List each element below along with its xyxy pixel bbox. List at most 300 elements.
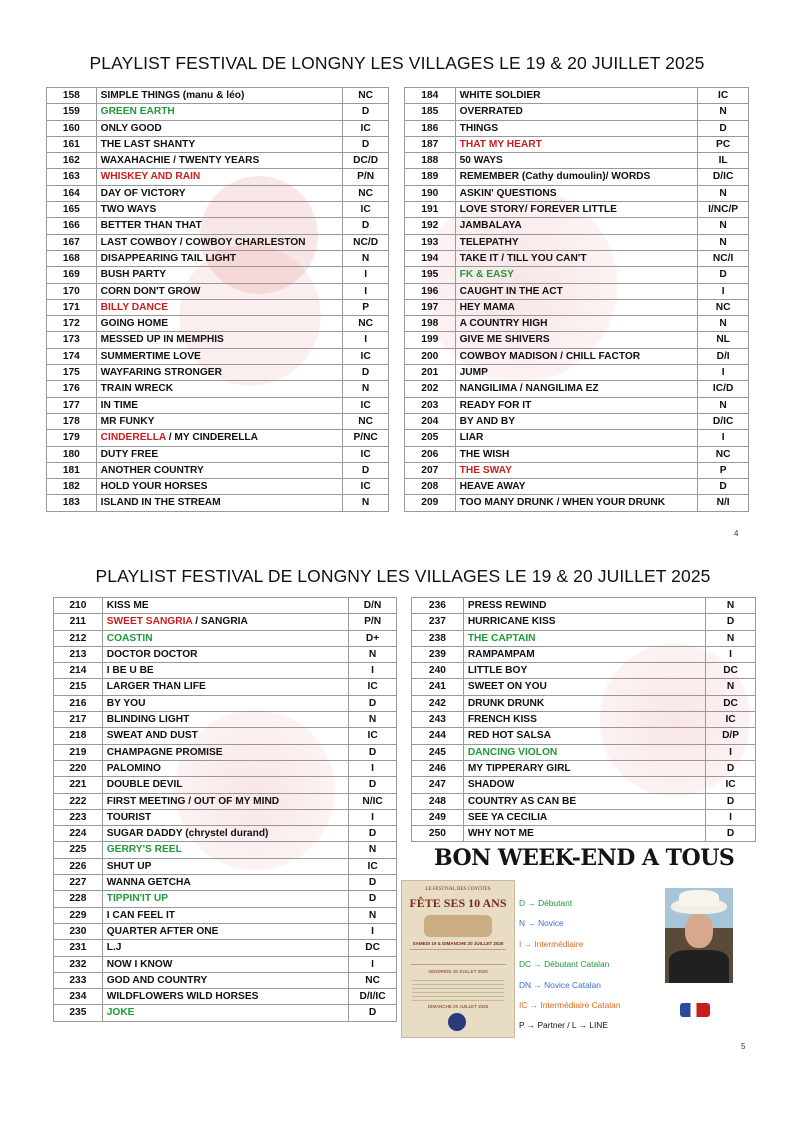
level-code: D xyxy=(343,136,389,152)
level-code: N xyxy=(698,397,749,413)
dance-title xyxy=(102,989,348,1005)
level-code: NC xyxy=(698,299,749,315)
dance-title-part: DOCTOR DOCTOR xyxy=(106,648,198,660)
dance-title-part: WHISKEY AND RAIN xyxy=(100,171,201,183)
flag-logo-icon xyxy=(680,1003,710,1017)
row-number: 231 xyxy=(54,940,103,956)
dance-title xyxy=(455,365,698,381)
level-code: D xyxy=(349,826,397,842)
dance-title-part: SHUT UP xyxy=(106,860,152,872)
dance-title xyxy=(96,185,343,201)
dance-title xyxy=(455,267,698,283)
dance-title-part: NOW I KNOW xyxy=(106,958,173,970)
dance-title-part: FRENCH KISS xyxy=(467,714,537,726)
table-row xyxy=(405,462,749,478)
dance-title xyxy=(102,777,348,793)
dance-title-part: TOO MANY DRUNK / WHEN YOUR DRUNK xyxy=(459,497,666,509)
table-row xyxy=(47,462,389,478)
dance-title xyxy=(463,614,705,630)
level-code: DC xyxy=(706,663,756,679)
level-code: IC xyxy=(343,446,389,462)
table-row xyxy=(405,153,749,169)
dance-title xyxy=(102,940,348,956)
level-code: I xyxy=(706,744,756,760)
table-row xyxy=(405,218,749,234)
level-code: I/NC/P xyxy=(698,202,749,218)
dance-title xyxy=(102,614,348,630)
level-code: D/IC xyxy=(698,169,749,185)
row-number: 249 xyxy=(412,809,464,825)
dance-title xyxy=(455,495,698,511)
table-row xyxy=(54,760,397,776)
row-number: 166 xyxy=(47,218,97,234)
dance-title xyxy=(102,809,348,825)
table-row xyxy=(47,365,389,381)
table-row xyxy=(47,430,389,446)
level-code: NC xyxy=(343,316,389,332)
dance-title xyxy=(102,679,348,695)
table-row xyxy=(412,712,756,728)
dance-title xyxy=(463,663,705,679)
dance-title xyxy=(455,462,698,478)
row-number: 213 xyxy=(54,646,103,662)
table-row xyxy=(405,267,749,283)
level-code: IC xyxy=(706,712,756,728)
dance-title-part: LIAR xyxy=(459,432,484,444)
level-code: P/N xyxy=(349,614,397,630)
row-number: 233 xyxy=(54,972,103,988)
level-code: DC xyxy=(349,940,397,956)
dance-title-part: TOURIST xyxy=(106,811,152,823)
table-row xyxy=(47,169,389,185)
legend-item-dn: DN → Novice Catalan xyxy=(519,979,601,990)
dance-title-part: DISAPPEARING TAIL LIGHT xyxy=(100,252,237,264)
table-row xyxy=(54,891,397,907)
page-title-2: PLAYLIST FESTIVAL DE LONGNY LES VILLAGES LE 19 & 20 JUILLET 2025 xyxy=(95,566,711,586)
dance-title-part: / MY CINDERELLA xyxy=(165,432,258,444)
level-code: P xyxy=(698,462,749,478)
table-row xyxy=(405,299,749,315)
table-row xyxy=(47,234,389,250)
level-code: IC xyxy=(349,858,397,874)
table-row xyxy=(54,679,397,695)
table-row xyxy=(54,1005,397,1021)
row-number: 232 xyxy=(54,956,103,972)
level-code: NC xyxy=(343,88,389,104)
dance-title-part: COUNTRY AS CAN BE xyxy=(467,795,577,807)
dance-title xyxy=(96,104,343,120)
table-row xyxy=(47,332,389,348)
dance-title xyxy=(102,630,348,646)
dance-title xyxy=(96,446,343,462)
level-code: N xyxy=(349,712,397,728)
row-number: 247 xyxy=(412,777,464,793)
level-code: PC xyxy=(698,136,749,152)
dance-title xyxy=(96,267,343,283)
level-code: IC xyxy=(349,728,397,744)
row-number: 197 xyxy=(405,299,456,315)
dance-title-part: GOD AND COUNTRY xyxy=(106,974,208,986)
row-number: 234 xyxy=(54,989,103,1005)
dance-title xyxy=(96,316,343,332)
row-number: 235 xyxy=(54,1005,103,1021)
level-code: N xyxy=(698,218,749,234)
dance-title-part: MR FUNKY xyxy=(100,415,155,427)
level-code: NL xyxy=(698,332,749,348)
row-number: 189 xyxy=(405,169,456,185)
row-number: 195 xyxy=(405,267,456,283)
row-number: 180 xyxy=(47,446,97,462)
row-number: 210 xyxy=(54,598,103,614)
row-number: 229 xyxy=(54,907,103,923)
table-row xyxy=(405,316,749,332)
dance-title xyxy=(455,381,698,397)
dance-title-part: BLINDING LIGHT xyxy=(106,714,190,726)
level-code: D xyxy=(706,793,756,809)
dance-title xyxy=(102,891,348,907)
dance-title-part: 50 WAYS xyxy=(459,155,503,167)
dance-title xyxy=(102,598,348,614)
dance-title-part: / SANGRIA xyxy=(192,616,248,628)
dance-title-part: DANCING VIOLON xyxy=(467,746,558,758)
level-code: IC xyxy=(343,479,389,495)
dance-title-part: CORN DON'T GROW xyxy=(100,285,201,297)
table-row xyxy=(405,169,749,185)
dance-title-part: LAST COWBOY / COWBOY CHARLESTON xyxy=(100,236,306,248)
dance-title-part: ONLY GOOD xyxy=(100,122,162,134)
table-row xyxy=(47,381,389,397)
dance-title xyxy=(463,777,705,793)
level-code: I xyxy=(706,809,756,825)
dance-title-part: JUMP xyxy=(459,367,488,379)
dance-title xyxy=(96,495,343,511)
dance-title-part: WAXAHACHIE / TWENTY YEARS xyxy=(100,155,260,167)
level-code: N xyxy=(349,842,397,858)
row-number: 187 xyxy=(405,136,456,152)
dance-title-part: TAKE IT / TILL YOU CAN'T xyxy=(459,252,587,264)
playlist-table-p1-right xyxy=(404,87,749,512)
table-row xyxy=(47,299,389,315)
level-code: IC xyxy=(343,348,389,364)
table-row xyxy=(405,234,749,250)
row-number: 215 xyxy=(54,679,103,695)
row-number: 161 xyxy=(47,136,97,152)
dance-title xyxy=(96,397,343,413)
table-row xyxy=(412,695,756,711)
level-code: D xyxy=(349,744,397,760)
level-code: D xyxy=(706,760,756,776)
dance-title-part: QUARTER AFTER ONE xyxy=(106,925,219,937)
row-number: 240 xyxy=(412,663,464,679)
poster-line5: DIMANCHE 20 JUILLET 2025 xyxy=(427,1004,489,1009)
dance-title xyxy=(102,972,348,988)
legend-item-ic: IC → Intermédiaire Catalan xyxy=(519,1000,621,1011)
table-row xyxy=(54,695,397,711)
dance-title xyxy=(455,397,698,413)
dance-title-part: A COUNTRY HIGH xyxy=(459,318,548,330)
level-legend xyxy=(519,893,620,1036)
table-row xyxy=(47,446,389,462)
level-code: N xyxy=(706,679,756,695)
dance-title-part: SWEET ON YOU xyxy=(467,681,547,693)
level-code: D xyxy=(349,891,397,907)
dance-title-part: THE WISH xyxy=(459,448,510,460)
row-number: 208 xyxy=(405,479,456,495)
level-code: I xyxy=(698,430,749,446)
dance-title-part: I CAN FEEL IT xyxy=(106,909,176,921)
table-row xyxy=(54,728,397,744)
level-code: D xyxy=(343,218,389,234)
dance-title xyxy=(102,695,348,711)
dance-title-part: HEAVE AWAY xyxy=(459,481,526,493)
level-code: I xyxy=(343,267,389,283)
level-code: D xyxy=(698,479,749,495)
table-row xyxy=(54,793,397,809)
level-code: N xyxy=(349,646,397,662)
row-number: 183 xyxy=(47,495,97,511)
level-code: IC xyxy=(343,202,389,218)
row-number: 220 xyxy=(54,760,103,776)
dance-title xyxy=(455,332,698,348)
row-number: 202 xyxy=(405,381,456,397)
dance-title xyxy=(455,430,698,446)
table-row xyxy=(47,479,389,495)
table-row xyxy=(405,446,749,462)
table-row xyxy=(47,316,389,332)
row-number: 177 xyxy=(47,397,97,413)
row-number: 173 xyxy=(47,332,97,348)
hat-crown xyxy=(679,890,719,906)
row-number: 163 xyxy=(47,169,97,185)
table-row xyxy=(47,136,389,152)
table-row xyxy=(54,826,397,842)
dance-title-part: BY AND BY xyxy=(459,415,516,427)
level-code: P/NC xyxy=(343,430,389,446)
dance-title-part: GREEN EARTH xyxy=(100,106,175,118)
dance-title-part: THE LAST SHANTY xyxy=(100,138,196,150)
dance-title-part: RED HOT SALSA xyxy=(467,730,552,742)
row-number: 230 xyxy=(54,923,103,939)
row-number: 242 xyxy=(412,695,464,711)
dance-title xyxy=(463,793,705,809)
table-row xyxy=(412,663,756,679)
row-number: 241 xyxy=(412,679,464,695)
table-row xyxy=(54,777,397,793)
level-code: NC/I xyxy=(698,250,749,266)
table-row xyxy=(54,646,397,662)
row-number: 248 xyxy=(412,793,464,809)
dance-title-part: HOLD YOUR HORSES xyxy=(100,481,208,493)
dance-title-part: WAYFARING STRONGER xyxy=(100,367,222,379)
table-row xyxy=(54,972,397,988)
dance-title xyxy=(455,283,698,299)
dance-title xyxy=(455,316,698,332)
dance-title xyxy=(455,136,698,152)
level-code: I xyxy=(349,663,397,679)
level-code: D xyxy=(698,267,749,283)
level-code: P xyxy=(343,299,389,315)
row-number: 218 xyxy=(54,728,103,744)
table-row xyxy=(405,202,749,218)
dance-title xyxy=(463,646,705,662)
dance-title xyxy=(102,875,348,891)
row-number: 169 xyxy=(47,267,97,283)
dance-title-part: DAY OF VICTORY xyxy=(100,187,186,199)
dance-title xyxy=(463,728,705,744)
level-code: D xyxy=(706,826,756,842)
level-code: NC xyxy=(343,413,389,429)
dance-title xyxy=(96,348,343,364)
row-number: 184 xyxy=(405,88,456,104)
row-number: 199 xyxy=(405,332,456,348)
row-number: 167 xyxy=(47,234,97,250)
dance-title-part: LOVE STORY/ FOREVER LITTLE xyxy=(459,204,617,216)
table-row xyxy=(47,267,389,283)
dance-title xyxy=(102,923,348,939)
table-row xyxy=(54,875,397,891)
level-code: D xyxy=(349,695,397,711)
dance-title-part: CAUGHT IN THE ACT xyxy=(459,285,563,297)
dance-title-part: PRESS REWIND xyxy=(467,600,547,611)
row-number: 223 xyxy=(54,809,103,825)
table-row xyxy=(405,104,749,120)
dance-title-part: LARGER THAN LIFE xyxy=(106,681,206,693)
row-number: 226 xyxy=(54,858,103,874)
dance-title-part: COWBOY MADISON / CHILL FACTOR xyxy=(459,350,641,362)
dance-title xyxy=(102,907,348,923)
level-code: D/N xyxy=(349,598,397,614)
dance-title xyxy=(463,744,705,760)
table-row xyxy=(412,744,756,760)
poster-art xyxy=(424,915,492,937)
level-code: NC xyxy=(343,185,389,201)
level-code: D xyxy=(343,104,389,120)
dance-title xyxy=(455,479,698,495)
dance-title-part: BY YOU xyxy=(106,697,146,709)
level-code: I xyxy=(698,283,749,299)
row-number: 178 xyxy=(47,413,97,429)
table-row xyxy=(405,136,749,152)
row-number: 160 xyxy=(47,120,97,136)
row-number: 238 xyxy=(412,630,464,646)
row-number: 165 xyxy=(47,202,97,218)
row-number: 228 xyxy=(54,891,103,907)
dance-title-part: TELEPATHY xyxy=(459,236,519,248)
page-number-4: 4 xyxy=(734,529,739,538)
dance-title xyxy=(102,646,348,662)
table-row xyxy=(405,348,749,364)
table-row xyxy=(405,185,749,201)
dance-title xyxy=(455,153,698,169)
dance-title xyxy=(455,413,698,429)
dance-title-part: HURRICANE KISS xyxy=(467,616,556,628)
row-number: 217 xyxy=(54,712,103,728)
dance-title-part: SIMPLE THINGS (manu & léo) xyxy=(100,90,245,101)
dance-title-part: CINDERELLA xyxy=(100,432,166,444)
row-number: 158 xyxy=(47,88,97,104)
dance-title xyxy=(96,136,343,152)
dance-title-part: WILDFLOWERS WILD HORSES xyxy=(106,991,259,1003)
dance-title-part: TRAIN WRECK xyxy=(100,383,174,395)
level-code: IC xyxy=(349,679,397,695)
dance-title-part: TIPPIN'IT UP xyxy=(106,893,169,905)
dance-title-part: SUGAR DADDY (chrystel durand) xyxy=(106,828,269,840)
level-code: IC/D xyxy=(698,381,749,397)
row-number: 227 xyxy=(54,875,103,891)
row-number: 171 xyxy=(47,299,97,315)
level-code: N xyxy=(698,234,749,250)
level-code: D+ xyxy=(349,630,397,646)
level-code: N xyxy=(343,381,389,397)
table-row xyxy=(412,646,756,662)
dance-title-part: IN TIME xyxy=(100,399,138,411)
dance-title-part: WHITE SOLDIER xyxy=(459,90,541,101)
shirt xyxy=(669,950,729,983)
dance-title-part: FK & EASY xyxy=(459,269,514,281)
row-number: 194 xyxy=(405,250,456,266)
dance-title xyxy=(463,598,705,614)
dance-title xyxy=(463,809,705,825)
level-code: D xyxy=(349,777,397,793)
table-row xyxy=(47,153,389,169)
dance-title-part: DRUNK DRUNK xyxy=(467,697,545,709)
row-number: 201 xyxy=(405,365,456,381)
dance-title-part: ISLAND IN THE STREAM xyxy=(100,497,221,509)
row-number: 216 xyxy=(54,695,103,711)
playlist-table-p2-left xyxy=(53,597,397,1022)
dance-title-part: NANGILIMA / NANGILIMA EZ xyxy=(459,383,599,395)
table-row xyxy=(54,940,397,956)
dance-title-part: TWO WAYS xyxy=(100,204,157,216)
row-number: 250 xyxy=(412,826,464,842)
poster-line1: LE FESTIVAL DES COYOTES xyxy=(425,887,491,892)
level-code: D xyxy=(349,875,397,891)
dance-title-part: L.J xyxy=(106,942,122,954)
table-row xyxy=(47,202,389,218)
festival-poster xyxy=(401,880,515,1038)
dance-title xyxy=(102,744,348,760)
poster-divider xyxy=(410,949,506,965)
table-row xyxy=(412,614,756,630)
table-row xyxy=(47,283,389,299)
level-code: D xyxy=(698,120,749,136)
row-number: 205 xyxy=(405,430,456,446)
table-row xyxy=(54,663,397,679)
dance-title-part: JOKE xyxy=(106,1007,135,1019)
row-number: 209 xyxy=(405,495,456,511)
dance-title xyxy=(96,365,343,381)
dance-title-part: WHY NOT ME xyxy=(467,828,534,840)
table-row xyxy=(405,495,749,511)
row-number: 222 xyxy=(54,793,103,809)
table-row xyxy=(54,598,397,614)
dance-title xyxy=(96,381,343,397)
dance-title-part: PALOMINO xyxy=(106,762,161,774)
dance-title-part: RAMPAMPAM xyxy=(467,648,535,660)
level-code: N xyxy=(706,630,756,646)
table-row xyxy=(54,842,397,858)
dance-title-part: BILLY DANCE xyxy=(100,301,169,313)
row-number: 162 xyxy=(47,153,97,169)
row-number: 164 xyxy=(47,185,97,201)
table-row xyxy=(412,777,756,793)
level-code: I xyxy=(349,956,397,972)
level-code: NC/D xyxy=(343,234,389,250)
dance-title xyxy=(455,88,698,104)
bon-week-end-banner: BON WEEK-END A TOUS xyxy=(434,845,735,871)
dance-title xyxy=(463,695,705,711)
poster-line2: FÊTE SES 10 ANS xyxy=(409,896,507,910)
